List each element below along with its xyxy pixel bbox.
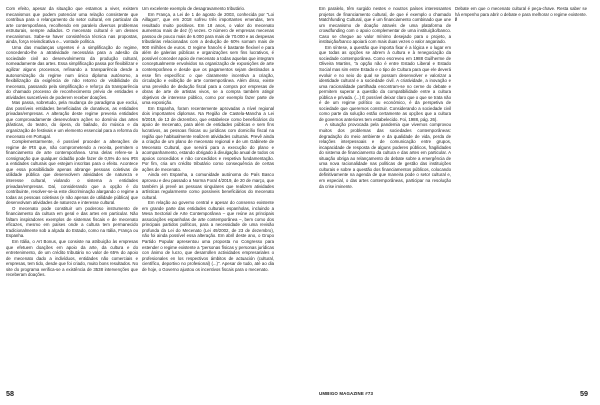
paragraph-with-endmark — [455, 6, 587, 23]
left-page-column-1 — [6, 6, 138, 381]
left-page-column-2 — [142, 6, 274, 381]
right-page-column-1 — [319, 6, 451, 381]
paragraph: Com efeito, apesar da situação que estamos a viver, existem mecanismos que podem potenciar uma relação consistente que contribua para o relançamento do setor cultural, em particular da arte contemporânea, recolhendo em paralelo diversos problemas estruturais, sempre adiados. O mecenato cultural é um desses mecanismos. Sabe-se haver consistência técnica nas propostas, ainda, força reivindicativa e... vontade política. — [6, 6, 138, 45]
paragraph: Em síntese, a questão que importa fixar é a lógica e o lugar em que todas as opções se abrem à cultura e à renegociação da sociedade contemporânea. Como escreveu em 1988 Guilherme de Oliveira Martins, "a opção não é entre Estado Liberal e Estado Social mas sim entre Estado e o tipo de Cultura para que ele deverá evoluir e no seio do qual se possam desenvolver e valorizar a identidade cultural e a sociedade civil. A criatividade, a inovação e uma racionalidade partilhada encontram-se no cerne do debate e permitem superar a questão da compatibilidade entre a cultura pública e privada. (...) É possível deixar claro que o que se trata não é de um regime político ou económico, é da perspetiva de sociedade que queremos construir. Considerando a sociedade civil como parte da solução estão certamente as opções que a cultura de governos anteriores tem estabelecido. Foi, 1988, pág. 26). — [319, 44, 451, 122]
right-page-column-2 — [455, 6, 587, 381]
paragraph: A situação provocada pela pandemia que vivemos comprovou muitos dos problemas das sociedades contemporâneas: degradação do meio ambiente e da qualidade de vida, perda de relações interpessoais e de comunicação entre grupos, incapacidade de resposta de alguns poderes públicos, fragilidades do sistema de financiamento da cultura e das artes em particular. A situação obriga ao relançamento do debate sobre a emergência de uma nova racionalidade nas políticas de gestão das instituições culturais e sobre a questão dos financiamentos públicos, colocando definitivamente na agenda de que maneira pode o setor cultural e, em especial, o das artes contemporâneas, participar na resolução da crise iminente. — [319, 122, 451, 189]
magazine-issue-label: UMBIGO MAGAZINE #73 — [319, 391, 374, 396]
paragraph: Em Itália, o Art Bonus, que consiste na atribuição às empresas que efetuem doações em apoio da arte, da cultura e do entretenimento, de um crédito tributário no valor de 65% do apoio de mecenato dado a indivíduos, entidades não comerciais e empresas, tem tido, desde que foi criado, muito bons resultados. No site do programa verifica-se a existência de 3538 intervenções que receberam doações. — [6, 238, 138, 278]
page-number-left: 58 — [6, 389, 14, 398]
paragraph: Complementarmente, é possível proceder a alterações de regime de IRS que, não comprometendo a receita, permitem o financiamento de arte contemporânea. Uma delas refere-se à consignação que qualquer cidadão pode fazer de 0,5% do seu IRS a entidades culturais que estejam inscritas para o efeito. Acontece que essa possibilidade apenas abrange pessoas coletivas de utilidade pública que desenvolvem atividades de natureza e interesse cultural, violando o sistema a entidades privadas/empresas. Daí, considerando que a opção é do contribuinte, resolver-se-ia este discriminação alargando o regime a todas as pessoas coletivas (e não apenas de utilidade pública) que desenvolvam atividades de natureza e interesse cultural. — [6, 139, 138, 206]
paragraph: Em França, a Lei de 1 de agosto de 2003, conhecida por "Loi Aillagon", que em 2018 sofreu três importantes emendas, tem resultado muito positivos. Em 18 anos, o valor do mecenato aumentou mais de dez (!) vezes. O número de empresas mecenas passou de pouco mais de 6.000 para mais de 70.000 e as despesas tributárias relacionadas com a dedução de 60% somam mais de 900 milhões de euros. O regime francês é bastante flexível e para além de galerias públicas e organizações sem fins lucrativos, é possível conceder apoio de mecenato a todas aquelas que integram conceptualmente envolvidos na organização de exposições de arte contemporânea e desde que os pagamentos sejam destinados a esse fim específico: o que claramente incentiva a criação, circulação e exibição de arte contemporânea. Além disso, existe uma previsão de dedução fiscal para a compra por empresas de obras de arte de artistas vivos, se a compra também atingir objetivos de interesse público, como por exemplo fazer parte de uma exposição. — [142, 11, 274, 106]
paragraph-tail: Debate em que o mecenato cultural é peça-chave. Resta saber se há empenho para abrir o debate e para melhorar o regime existente. — [455, 6, 587, 17]
paragraph: O mecenato pode constituir um poderoso instrumento de financiamento da cultura em geral e das artes em particular. Não faltam inspiradores exemplos de sistemas fiscais e de mecenato eficazes, mesmo em países onde a cultura tem permanecido tradicionalmente sob a alçada do Estado, como na Itália, França ou Espanha. — [6, 205, 138, 239]
page-number-right: 59 — [580, 389, 588, 398]
paragraph: Ainda em Espanha, a comunidade autónoma do País Basco aprovou e deu passado a Norma Foral 4/2019, de 20 de março, que também já prevê as pessoas singulares que realizem atividades artísticas regularmente como possíveis beneficiários do mecenato cultural. — [142, 172, 274, 200]
article-end-mark: // — [455, 17, 457, 23]
paragraph: Em Espanha, foram recentemente aprovadas a nível regional dois importantes diplomas. Na Região de Castela-Mancha a Lei 9/2019, de 13 de dezembro, que estabelece como beneficiários do apoio de mecenato, para além de entidades públicas e sem fins lucrativos, as pessoas físicas ou jurídicas com domicílio fiscal na região que habitualmente realizem atividades culturais. Prevê ainda a criação de um plano de mecenato regional e de um Gabinete de Mecenato Cultural, que servirá para a execução do plano e acompanhamento, estando obrigado à divulgação anual de todos os apoios concedidos e não concedidos e respetiva fundamentação. Por fim, cria um crédito tributário como consequência de certas ações de mecenato. — [142, 105, 274, 172]
paragraph: Em relação ao governo central e apesar do consenso existente em grande parte das entidades culturais espanholas, incluindo a Mesa Sectorial de Arte Contemporânea – que reúne as principais associações espanholas de arte contemporânea –, bem como dos principais partidos políticos, para a necessidade de uma revisão profunda da Lei do Mecenato (Lei 49/2002, de 23 de dezembro), não foi ainda possível essa alteração. Em abril deste ano, o Grupo Partido Popular apresentou uma proposta no Congresso para estender o regime existente a "personas físicas y personas jurídicas con ánimo de lucro, que desarrollen actividades empresariales o profesionales en los respectivos ámbitos de actuación (cultural, científico, deportivo no profesional) (...)". Apesar de tudo, até ao dia de hoje, o Governo ajustou os incentivos fiscais para o mecenato. — [142, 200, 274, 272]
paragraph: Em paralelo, têm surgido nestes e noutros países interessantes projetos de financiamento cultural, de que é exemplo o chamado Matchfunding Cultural, que é um financiamento combinado que une um mecanismo de doação através de uma plataforma de crowdfunding com o apoio complementar de uma instituição/banco. Caso se chegue ao valor mínimo desejado para o projeto, a instituição/banco apoiará com mais duas vezes o valor angariado. — [319, 6, 451, 45]
paragraph: Um excelente exemplo de desagravamento tributário. — [142, 6, 246, 11]
paragraph: Uma das mudanças urgentes é a simplificação do regime, concedendo-lhe a atratividade necessária para a adesão da sociedade civil ao desenvolvimento da produção cultural, nomeadamente das artes. Essa simplificação passa por flexibilizar e agilizar alguns processos, refinando a transparência desde a autonomização do regime num único diploma autónomo, a flexibilização da exigência de não retorno de visibilidade do mecenato, passando pela simplificação e reforço da transparência do chamado processo de reconhecimento prévio de entidades e atividades suscetíveis de poderem receber doações. — [6, 44, 138, 100]
paragraph: Mas passa, sobretudo, pela mudança de paradigma que exclui, das possíveis entidades beneficiadas de donativos, as entidades privadas/empresas. A alteração deste regime preveria entidades que comprovadamente desenvolvam ações no domínio das artes plásticas, do teatro, do ópera, do bailado, do música e da organização de festivais e um elemento essencial para a reforma do mecenato em Portugal. — [6, 100, 138, 139]
